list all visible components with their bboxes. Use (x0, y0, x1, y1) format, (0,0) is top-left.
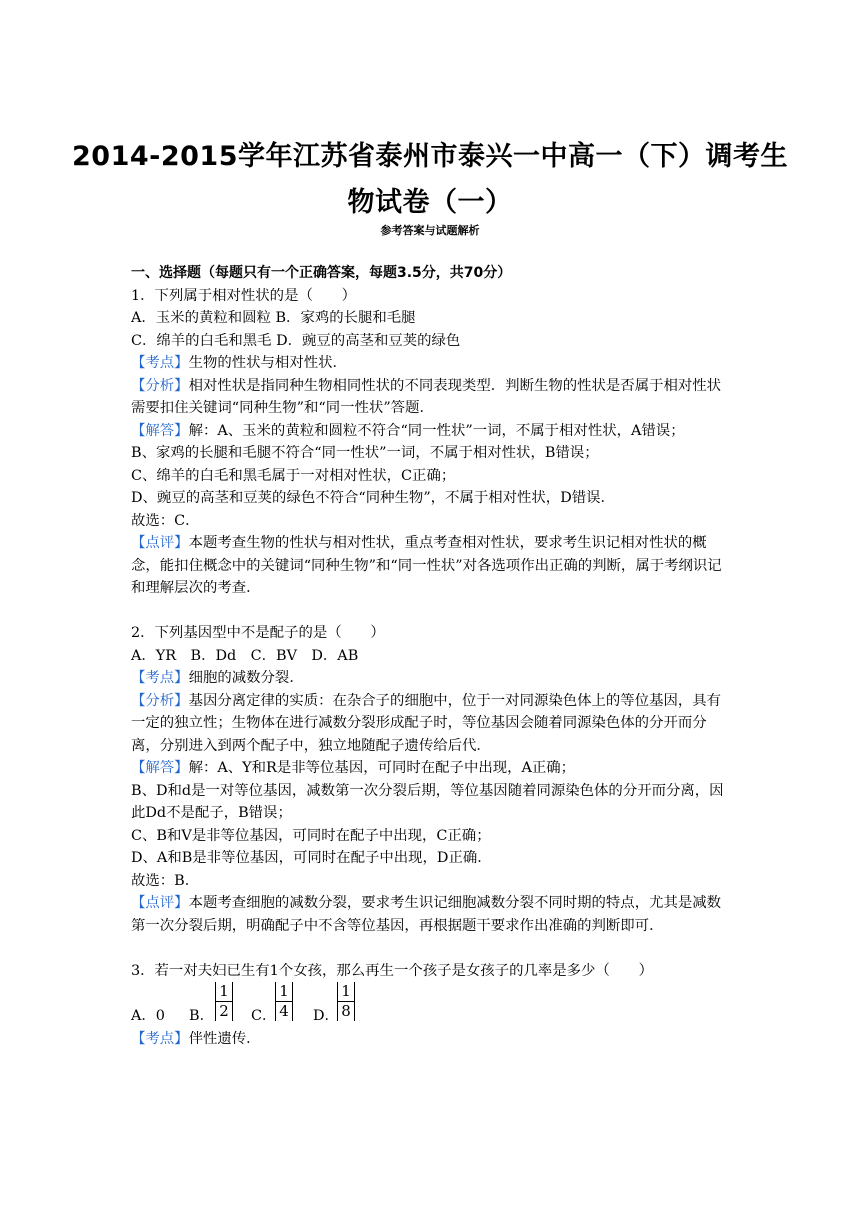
q1-answer: 故选：C． (131, 512, 200, 529)
q1-options-cd: C．绵羊的白毛和黑毛 D．豌豆的高茎和豆荚的绿色 (131, 332, 461, 349)
q2-jieda-a: 解：A、Y和R是非等位基因，可同时在配子中出现，A正确； (188, 760, 576, 776)
q2-stem: 2．下列基因型中不是配子的是（ ） (131, 625, 385, 641)
q1-jieda-b: B、家鸡的长腿和毛腿不符合“同一性状”一词，不属于相对性状，B错误； (131, 445, 599, 461)
q2-jieda (131, 757, 735, 780)
fenxi-tag: 【分析】 (131, 692, 189, 709)
document-title-line1: 2014-2015学年江苏省泰州市泰兴一中高一（下）调考生 (72, 141, 788, 172)
jieda-tag: 【解答】 (131, 422, 189, 439)
dianping-tag: 【点评】 (131, 895, 189, 911)
q1-stem: 1．下列属于相对性状的是（ ） (131, 287, 357, 304)
fraction-denominator: 8 (341, 1002, 351, 1020)
q1-jieda-a: 解：A、玉米的黄粒和圆粒不符合“同一性状”一词，不属于相对性状，A错误； (188, 422, 685, 439)
kaodian-tag: 【考点】 (131, 670, 189, 686)
dianping-tag: 【点评】 (131, 535, 189, 551)
q1-options-ab: A．玉米的黄粒和圆粒 B．家鸡的长腿和毛腿 (131, 310, 416, 326)
q2-fenxi (131, 690, 735, 758)
jieda-tag: 【解答】 (131, 760, 189, 776)
q1-fenxi (131, 375, 735, 420)
q3-option-d: D． (313, 1008, 339, 1024)
fraction-denominator: 4 (279, 1002, 289, 1020)
q1-dianping-text: 本题考查生物的性状与相对性状，重点考查相对性状，要求考生识记相对性状的概念，能扣住概念中的关键词“同种生物”和“同一性状”对各选项作出正确的判断，属于考纲识记和理解层次的考查． (131, 535, 722, 596)
q2-jieda-d: D、A和B是非等位基因，可同时在配子中出现，D正确． (131, 850, 492, 866)
section-heading: 一、选择题（每题只有一个正确答案，每题3.5分，共70分） (131, 265, 512, 281)
q2-answer: 故选：B． (131, 872, 200, 889)
q3-stem: 3．若一对夫妇已生有1个女孩，那么再生一个孩子是女孩子的几率是多少（ ） (131, 962, 653, 979)
q1-jieda-c: C、绵羊的白毛和黑毛属于一对相对性状，C正确； (131, 467, 456, 484)
q2-dianping-text: 本题考查细胞的减数分裂，要求考生识记细胞减数分裂不同时期的特点，尤其是减数第一次分裂后期，明确配子中不含等位基因，再根据题干要求作出准确的判断即可． (131, 895, 722, 934)
fenxi-tag: 【分析】 (131, 377, 189, 394)
q3-option-a: A．0 (131, 1008, 165, 1024)
document-subtitle: 参考答案与试题解析 (380, 224, 480, 237)
q3-kaodian-text: 伴性遗传． (188, 1031, 261, 1047)
kaodian-tag: 【考点】 (131, 1031, 189, 1047)
q2-options: A．YR B．Dd C．BV D．AB (131, 647, 359, 664)
q2-dianping (131, 892, 735, 937)
q1-fenxi-text: 相对性状是指同种生物相同性状的不同表现类型．判断生物的性状是否属于相对性状需要扣住关键词“同种生物”和“同一性状”答题． (131, 377, 722, 416)
q2-jieda-b: B、D和d是一对等位基因，减数第一次分裂后期，等位基因随着同源染色体的分开而分离，因此Dd不是配子，B错误； (131, 782, 724, 821)
spacer (131, 600, 735, 623)
q2-kaodian (131, 667, 735, 690)
q1-kaodian (131, 352, 735, 375)
fraction-denominator: 2 (219, 1002, 229, 1020)
q3-fraction-b (215, 982, 233, 1021)
q2-kaodian-text: 细胞的减数分裂． (188, 670, 304, 686)
q3-options (131, 982, 735, 1028)
q3-option-c: C． (251, 1008, 277, 1024)
fraction-numerator: 1 (216, 982, 232, 1002)
q3-option-b: B． (189, 1008, 214, 1024)
q3-fraction-d (337, 982, 355, 1021)
q2-fenxi-text: 基因分离定律的实质：在杂合子的细胞中，位于一对同源染色体上的等位基因，具有一定的独立性；生物体在进行减数分裂形成配子时，等位基因会随着同源染色体的分开而分离，分别进入到两个配子中，独立地随配子遗传给后代． (131, 692, 722, 754)
q3-kaodian (131, 1028, 735, 1051)
q2-jieda-c: C、B和V是非等位基因，可同时在配子中出现，C正确； (131, 827, 491, 844)
q1-kaodian-text: 生物的性状与相对性状． (188, 355, 347, 371)
q1-dianping (131, 532, 735, 600)
q1-jieda-d: D、豌豆的高茎和豆荚的绿色不符合“同种生物”，不属于相对性状，D错误． (131, 490, 615, 506)
q3-fraction-c (275, 982, 293, 1021)
kaodian-tag: 【考点】 (131, 355, 189, 371)
fraction-numerator: 1 (338, 982, 354, 1002)
spacer (131, 937, 735, 960)
document-body (131, 262, 735, 1051)
q1-jieda (131, 420, 735, 443)
document-title-line2: 物试卷（一） (347, 187, 513, 218)
fraction-numerator: 1 (276, 982, 292, 1002)
